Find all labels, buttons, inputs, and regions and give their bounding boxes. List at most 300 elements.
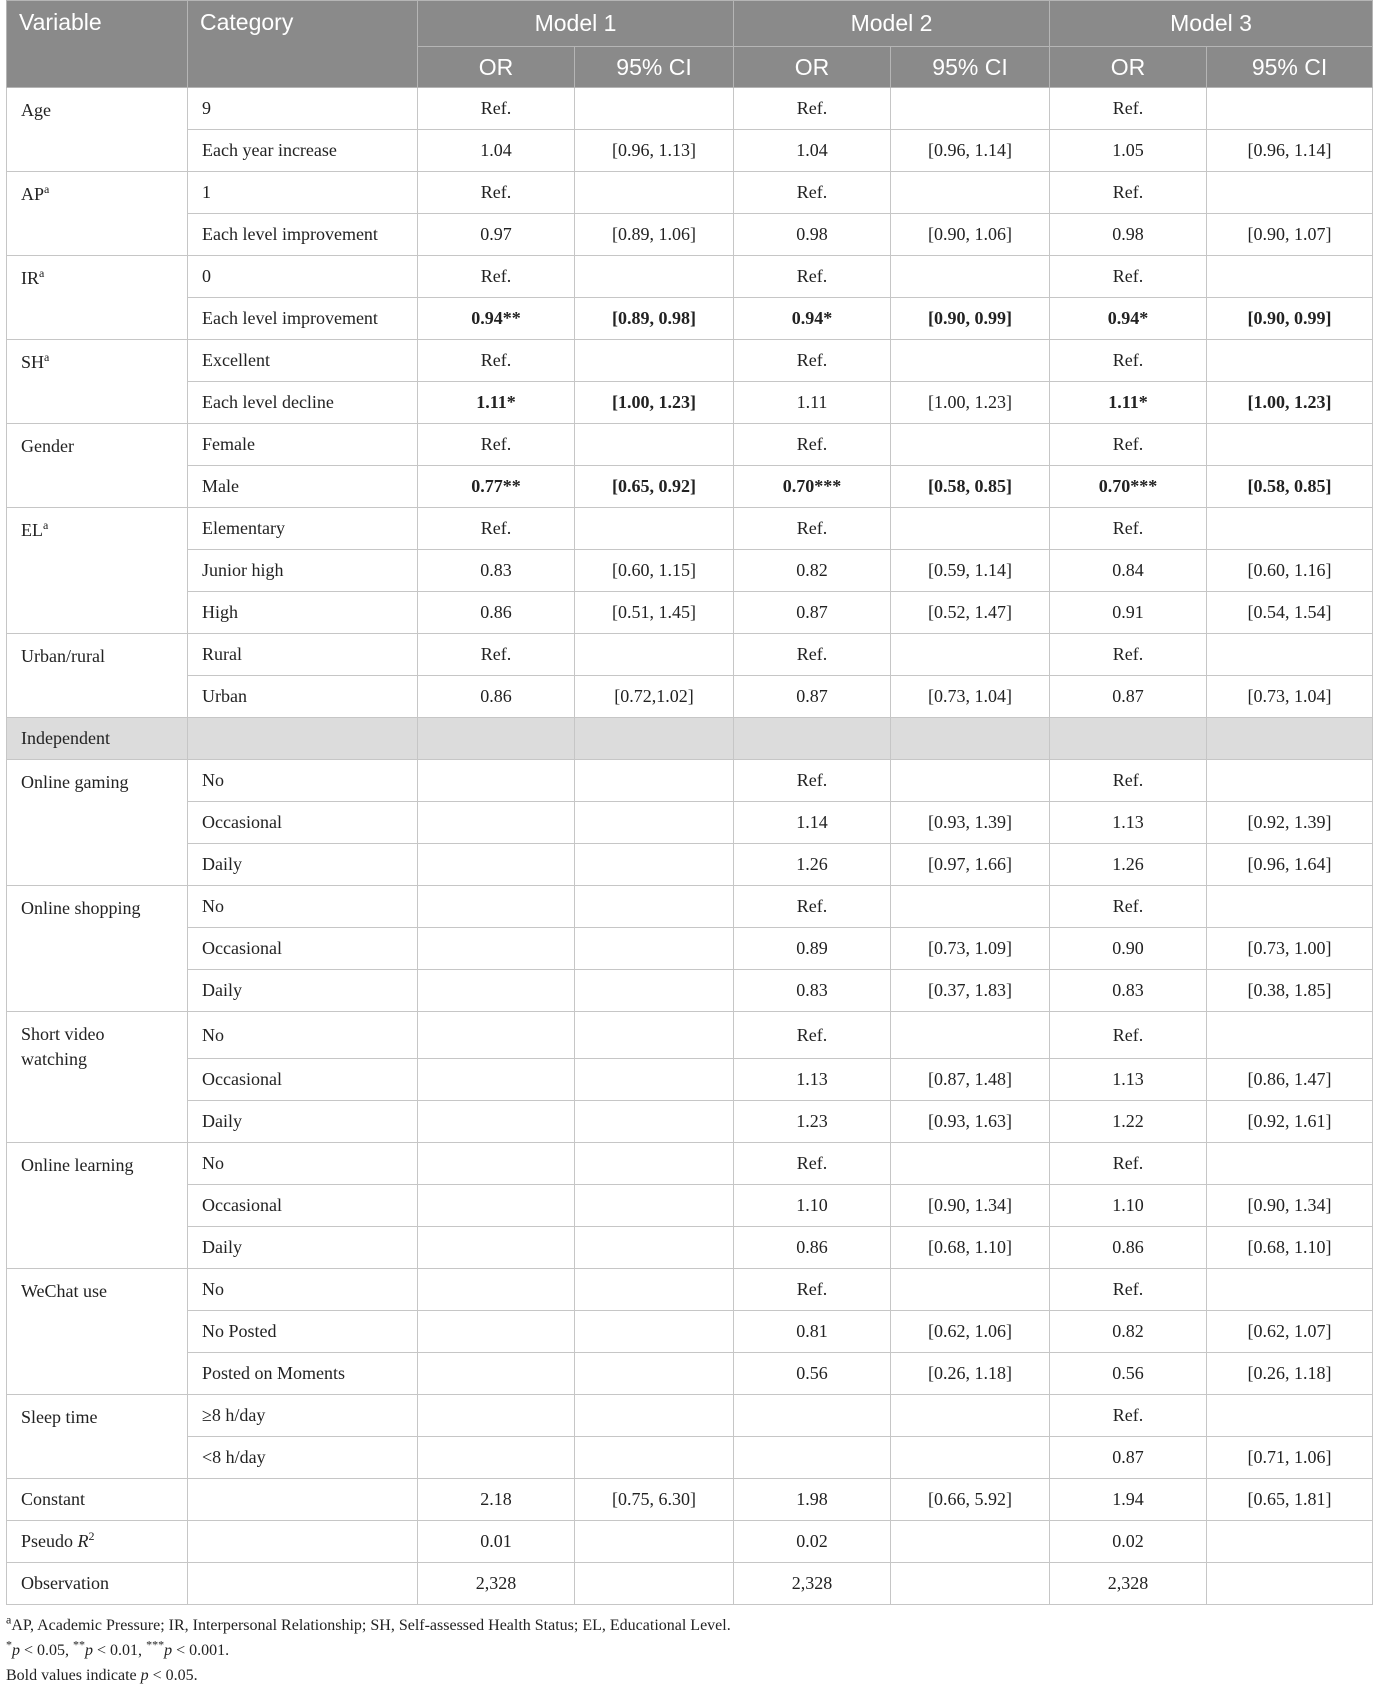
ci-cell <box>575 844 734 886</box>
ci-cell: [1.00, 1.23] <box>891 382 1050 424</box>
ci-cell <box>891 1143 1050 1185</box>
header-ci: 95% CI <box>891 47 1050 88</box>
variable-cell <box>7 508 188 634</box>
or-cell: 0.02 <box>734 1521 891 1563</box>
or-cell <box>734 466 891 508</box>
ci-cell: [0.73, 1.04] <box>891 676 1050 718</box>
or-cell: 2.18 <box>418 1479 575 1521</box>
variable-cell: Online learning <box>7 1143 188 1269</box>
ci-cell <box>575 508 734 550</box>
ci-value-bold: [0.58, 0.85] <box>928 476 1013 496</box>
or-cell: 0.56 <box>734 1353 891 1395</box>
ci-cell <box>1207 172 1373 214</box>
category-cell: Elementary <box>188 508 418 550</box>
table-row <box>7 172 1373 214</box>
or-cell: Ref. <box>1050 172 1207 214</box>
variable-label: SH <box>21 352 45 372</box>
ci-cell <box>1207 1521 1373 1563</box>
or-cell <box>734 1437 891 1479</box>
table-row <box>7 88 1373 130</box>
or-cell: 0.98 <box>734 214 891 256</box>
or-cell: 1.04 <box>418 130 575 172</box>
star-marker: *** <box>146 1637 165 1652</box>
ci-cell <box>575 382 734 424</box>
table-row <box>7 1101 1373 1143</box>
category-cell: Occasional <box>188 802 418 844</box>
ci-cell <box>575 1101 734 1143</box>
or-cell: Ref. <box>1050 340 1207 382</box>
table-row <box>7 1185 1373 1227</box>
ci-cell <box>891 1269 1050 1311</box>
or-value-bold: 0.70*** <box>782 476 842 496</box>
ci-cell: [0.52, 1.47] <box>891 592 1050 634</box>
ci-cell <box>1207 298 1373 340</box>
header-model-1: Model 1 <box>418 1 734 47</box>
or-value-bold: 0.94* <box>791 308 833 328</box>
ci-cell <box>1207 256 1373 298</box>
ci-cell: [0.38, 1.85] <box>1207 970 1373 1012</box>
ci-cell: [0.51, 1.45] <box>575 592 734 634</box>
ci-cell: [0.66, 5.92] <box>891 1479 1050 1521</box>
or-cell <box>418 970 575 1012</box>
or-cell <box>418 1395 575 1437</box>
ci-cell <box>1207 88 1373 130</box>
ci-cell <box>575 88 734 130</box>
ci-cell <box>575 466 734 508</box>
empty-cell <box>1207 718 1373 760</box>
category-cell: Occasional <box>188 1059 418 1101</box>
ci-cell <box>1207 1012 1373 1059</box>
or-cell: Ref. <box>1050 634 1207 676</box>
category-cell: Daily <box>188 1101 418 1143</box>
category-cell: 1 <box>188 172 418 214</box>
ci-cell: [0.97, 1.66] <box>891 844 1050 886</box>
table-row <box>7 1521 1373 1563</box>
variable-cell: Short video watching <box>7 1012 188 1143</box>
ci-cell: [0.26, 1.18] <box>1207 1353 1373 1395</box>
or-value-bold: 1.11* <box>476 392 516 412</box>
page <box>6 0 1372 1688</box>
sig-text: < 0.05, <box>20 1642 74 1659</box>
or-cell: 0.82 <box>734 550 891 592</box>
or-cell <box>418 1101 575 1143</box>
sig-text: < 0.01, <box>93 1642 147 1659</box>
header-ci: 95% CI <box>1207 47 1373 88</box>
table-row <box>7 970 1373 1012</box>
empty-cell <box>891 718 1050 760</box>
bold-note-text: Bold values indicate <box>6 1667 141 1684</box>
or-cell: 1.26 <box>1050 844 1207 886</box>
footnote-abbrev-text: AP, Academic Pressure; IR, Interpersonal Relationship; SH, Self-assessed Health Status; EL, Educational Level. <box>11 1617 731 1634</box>
or-cell: Ref. <box>418 256 575 298</box>
or-cell: Ref. <box>734 886 891 928</box>
or-cell <box>418 382 575 424</box>
p-symbol: p <box>85 1642 94 1659</box>
sig-text: < 0.001. <box>172 1642 230 1659</box>
or-cell: 0.91 <box>1050 592 1207 634</box>
ci-cell: [0.60, 1.15] <box>575 550 734 592</box>
category-cell: No <box>188 1269 418 1311</box>
or-cell: 0.02 <box>1050 1521 1207 1563</box>
ci-cell: [0.96, 1.14] <box>891 130 1050 172</box>
or-cell: 0.90 <box>1050 928 1207 970</box>
ci-cell: [0.59, 1.14] <box>891 550 1050 592</box>
ci-cell <box>575 1353 734 1395</box>
or-cell <box>418 1353 575 1395</box>
table-row <box>7 1143 1373 1185</box>
or-cell: Ref. <box>1050 1012 1207 1059</box>
ci-cell <box>575 1395 734 1437</box>
or-cell: 1.98 <box>734 1479 891 1521</box>
or-cell: Ref. <box>1050 508 1207 550</box>
footnote-marker: a <box>44 350 50 364</box>
footnote-marker: a <box>39 266 45 280</box>
category-cell: No <box>188 760 418 802</box>
or-cell: 1.10 <box>1050 1185 1207 1227</box>
ci-cell <box>575 1437 734 1479</box>
or-cell: Ref. <box>734 340 891 382</box>
ci-cell <box>1207 424 1373 466</box>
variable-cell <box>7 172 188 256</box>
header-ci: 95% CI <box>575 47 734 88</box>
ci-cell <box>1207 508 1373 550</box>
ci-cell: [0.92, 1.39] <box>1207 802 1373 844</box>
category-cell: Daily <box>188 844 418 886</box>
p-symbol: p <box>12 1642 20 1659</box>
ci-cell <box>1207 382 1373 424</box>
table-row <box>7 676 1373 718</box>
category-cell: Urban <box>188 676 418 718</box>
star-marker: * <box>6 1637 12 1652</box>
or-cell: Ref. <box>734 172 891 214</box>
footnote-marker: a <box>6 1612 12 1627</box>
or-cell: 0.56 <box>1050 1353 1207 1395</box>
ci-cell <box>1207 466 1373 508</box>
table-row <box>7 634 1373 676</box>
or-cell: 2,328 <box>1050 1563 1207 1605</box>
ci-cell <box>575 340 734 382</box>
or-cell: 1.14 <box>734 802 891 844</box>
or-cell: 0.01 <box>418 1521 575 1563</box>
variable-cell: Constant <box>7 1479 188 1521</box>
ci-value-bold: [0.90, 0.99] <box>1247 308 1332 328</box>
ci-cell <box>891 1563 1050 1605</box>
section-label: Independent <box>7 718 188 760</box>
ci-cell <box>891 886 1050 928</box>
ci-cell <box>575 1185 734 1227</box>
ci-cell: [0.96, 1.64] <box>1207 844 1373 886</box>
ci-value-bold: [0.89, 0.98] <box>612 308 696 328</box>
table-row <box>7 1437 1373 1479</box>
empty-cell <box>418 718 575 760</box>
footnote-abbreviations <box>6 1613 1372 1638</box>
ci-cell: [0.68, 1.10] <box>891 1227 1050 1269</box>
ci-cell: [0.73, 1.09] <box>891 928 1050 970</box>
table-row <box>7 1353 1373 1395</box>
or-cell: 1.94 <box>1050 1479 1207 1521</box>
ci-cell: [0.90, 1.34] <box>1207 1185 1373 1227</box>
ci-value-bold: [1.00, 1.23] <box>612 392 696 412</box>
or-value-bold: 0.77** <box>471 476 521 496</box>
variable-cell: Online gaming <box>7 760 188 886</box>
category-cell: Occasional <box>188 1185 418 1227</box>
ci-cell: [0.73, 1.04] <box>1207 676 1373 718</box>
ci-cell: [0.90, 1.07] <box>1207 214 1373 256</box>
variable-cell <box>7 256 188 340</box>
table-row <box>7 886 1373 928</box>
or-cell: 0.83 <box>734 970 891 1012</box>
empty-cell <box>575 718 734 760</box>
or-cell: 0.81 <box>734 1311 891 1353</box>
or-cell: 0.84 <box>1050 550 1207 592</box>
ci-cell <box>891 634 1050 676</box>
ci-cell <box>1207 1143 1373 1185</box>
or-cell: 0.87 <box>1050 1437 1207 1479</box>
or-cell: 0.87 <box>734 676 891 718</box>
or-cell: 0.89 <box>734 928 891 970</box>
ci-cell <box>575 970 734 1012</box>
ci-cell: [0.37, 1.83] <box>891 970 1050 1012</box>
ci-cell: [0.62, 1.07] <box>1207 1311 1373 1353</box>
or-cell: Ref. <box>734 424 891 466</box>
ci-cell <box>1207 760 1373 802</box>
ci-cell: [0.86, 1.47] <box>1207 1059 1373 1101</box>
footnote-bold <box>6 1663 1372 1688</box>
table-row <box>7 1479 1373 1521</box>
ci-cell <box>1207 886 1373 928</box>
or-cell <box>418 1227 575 1269</box>
ci-cell <box>1207 634 1373 676</box>
ci-cell <box>575 1143 734 1185</box>
variable-label: Pseudo R <box>21 1531 89 1551</box>
or-cell: Ref. <box>734 508 891 550</box>
ci-cell <box>575 256 734 298</box>
ci-cell: [0.65, 1.81] <box>1207 1479 1373 1521</box>
ci-cell: [0.93, 1.63] <box>891 1101 1050 1143</box>
or-cell: Ref. <box>1050 88 1207 130</box>
or-cell: Ref. <box>418 424 575 466</box>
ci-cell <box>575 928 734 970</box>
or-cell: 1.22 <box>1050 1101 1207 1143</box>
or-cell: Ref. <box>1050 1269 1207 1311</box>
table-row <box>7 1311 1373 1353</box>
or-value-bold: 1.11* <box>1108 392 1148 412</box>
table-row <box>7 424 1373 466</box>
ci-cell <box>575 1269 734 1311</box>
or-cell <box>418 1143 575 1185</box>
or-cell: 1.13 <box>1050 802 1207 844</box>
ci-cell <box>891 298 1050 340</box>
or-value-bold: 0.94** <box>471 308 521 328</box>
table-row <box>7 508 1373 550</box>
ci-cell <box>575 760 734 802</box>
or-cell: 0.82 <box>1050 1311 1207 1353</box>
category-cell: 0 <box>188 256 418 298</box>
or-cell <box>418 1185 575 1227</box>
ci-cell <box>891 256 1050 298</box>
or-cell: Ref. <box>734 1012 891 1059</box>
or-cell <box>418 886 575 928</box>
category-cell: No Posted <box>188 1311 418 1353</box>
or-value-bold: 0.70*** <box>1098 476 1158 496</box>
or-cell: 1.13 <box>734 1059 891 1101</box>
ci-cell <box>891 1012 1050 1059</box>
variable-label: IR <box>21 268 39 288</box>
ci-cell <box>575 1059 734 1101</box>
or-cell <box>418 1269 575 1311</box>
or-cell: 1.11 <box>734 382 891 424</box>
ci-cell <box>891 508 1050 550</box>
or-cell: Ref. <box>734 1143 891 1185</box>
p-symbol: p <box>164 1642 173 1659</box>
or-cell: 1.23 <box>734 1101 891 1143</box>
ci-cell <box>891 340 1050 382</box>
table-row <box>7 382 1373 424</box>
variable-cell <box>7 340 188 424</box>
table-row <box>7 256 1373 298</box>
ci-cell <box>891 1521 1050 1563</box>
regression-table <box>6 0 1373 1605</box>
ci-cell <box>575 886 734 928</box>
ci-cell: [0.73, 1.00] <box>1207 928 1373 970</box>
or-cell: Ref. <box>1050 1395 1207 1437</box>
ci-cell <box>575 1012 734 1059</box>
or-cell: 0.86 <box>734 1227 891 1269</box>
variable-cell: Gender <box>7 424 188 508</box>
table-row <box>7 214 1373 256</box>
ci-cell <box>1207 1269 1373 1311</box>
or-cell: Ref. <box>734 634 891 676</box>
or-cell <box>418 1012 575 1059</box>
table-row <box>7 298 1373 340</box>
or-cell: Ref. <box>418 508 575 550</box>
ci-cell <box>575 172 734 214</box>
ci-cell: [0.60, 1.16] <box>1207 550 1373 592</box>
r-symbol: R <box>77 1531 89 1551</box>
or-value-bold: 0.94* <box>1107 308 1149 328</box>
ci-cell: [0.90, 1.34] <box>891 1185 1050 1227</box>
ci-value-bold: [1.00, 1.23] <box>1247 392 1332 412</box>
or-cell: 1.13 <box>1050 1059 1207 1101</box>
or-cell: Ref. <box>1050 886 1207 928</box>
or-cell <box>418 760 575 802</box>
category-cell: Female <box>188 424 418 466</box>
variable-cell: Observation <box>7 1563 188 1605</box>
table-row <box>7 1395 1373 1437</box>
footnote-marker: a <box>43 518 49 532</box>
or-cell: Ref. <box>1050 1143 1207 1185</box>
category-cell: No <box>188 886 418 928</box>
ci-cell: [0.89, 1.06] <box>575 214 734 256</box>
ci-cell: [0.92, 1.61] <box>1207 1101 1373 1143</box>
category-cell: 9 <box>188 88 418 130</box>
header-category: Category <box>188 1 418 88</box>
or-cell <box>1050 382 1207 424</box>
or-cell: Ref. <box>418 634 575 676</box>
or-cell: 0.86 <box>418 592 575 634</box>
or-cell <box>1050 466 1207 508</box>
header-model-3: Model 3 <box>1050 1 1373 47</box>
table-row <box>7 1563 1373 1605</box>
category-cell: Rural <box>188 634 418 676</box>
variable-cell: Age <box>7 88 188 172</box>
category-cell: Each level improvement <box>188 298 418 340</box>
category-cell <box>188 1521 418 1563</box>
empty-cell <box>188 718 418 760</box>
or-cell: Ref. <box>734 88 891 130</box>
ci-cell <box>1207 1563 1373 1605</box>
variable-label: EL <box>21 520 43 540</box>
or-cell <box>734 1395 891 1437</box>
or-cell: 1.26 <box>734 844 891 886</box>
empty-cell <box>1050 718 1207 760</box>
or-cell: Ref. <box>418 340 575 382</box>
table-row <box>7 466 1373 508</box>
category-cell: Each level improvement <box>188 214 418 256</box>
table-row <box>7 928 1373 970</box>
ci-cell <box>575 424 734 466</box>
superscript-2: 2 <box>88 1529 95 1543</box>
or-cell <box>418 928 575 970</box>
variable-cell <box>7 1521 188 1563</box>
or-cell: 0.83 <box>1050 970 1207 1012</box>
ci-cell: [0.68, 1.10] <box>1207 1227 1373 1269</box>
variable-cell: Online shopping <box>7 886 188 1012</box>
or-cell <box>418 802 575 844</box>
ci-cell <box>575 1227 734 1269</box>
or-cell: 1.10 <box>734 1185 891 1227</box>
ci-cell <box>891 88 1050 130</box>
or-cell <box>418 844 575 886</box>
ci-cell <box>575 1311 734 1353</box>
or-cell: 0.87 <box>1050 676 1207 718</box>
or-cell: 0.87 <box>734 592 891 634</box>
or-cell <box>418 1059 575 1101</box>
variable-label: AP <box>21 184 45 204</box>
category-cell: Daily <box>188 970 418 1012</box>
or-cell: Ref. <box>418 88 575 130</box>
table-row <box>7 844 1373 886</box>
category-cell: High <box>188 592 418 634</box>
ci-cell: [0.96, 1.14] <box>1207 130 1373 172</box>
table-row <box>7 340 1373 382</box>
table-row <box>7 130 1373 172</box>
footnote-significance <box>6 1638 1372 1663</box>
footnote-marker: a <box>44 182 50 196</box>
or-cell: Ref. <box>1050 424 1207 466</box>
or-cell <box>734 298 891 340</box>
variable-cell: Urban/rural <box>7 634 188 718</box>
ci-cell: [0.72,1.02] <box>575 676 734 718</box>
category-cell: No <box>188 1143 418 1185</box>
ci-cell <box>575 298 734 340</box>
ci-cell: [0.71, 1.06] <box>1207 1437 1373 1479</box>
ci-cell <box>891 1437 1050 1479</box>
category-cell: Each year increase <box>188 130 418 172</box>
ci-cell: [0.93, 1.39] <box>891 802 1050 844</box>
or-cell: 0.86 <box>418 676 575 718</box>
category-cell: Junior high <box>188 550 418 592</box>
or-cell <box>1050 298 1207 340</box>
ci-cell <box>891 760 1050 802</box>
table-row <box>7 1269 1373 1311</box>
or-cell: Ref. <box>734 256 891 298</box>
ci-cell <box>575 802 734 844</box>
table-row <box>7 802 1373 844</box>
ci-cell: [0.62, 1.06] <box>891 1311 1050 1353</box>
table-header <box>7 1 1373 88</box>
variable-cell: Sleep time <box>7 1395 188 1479</box>
